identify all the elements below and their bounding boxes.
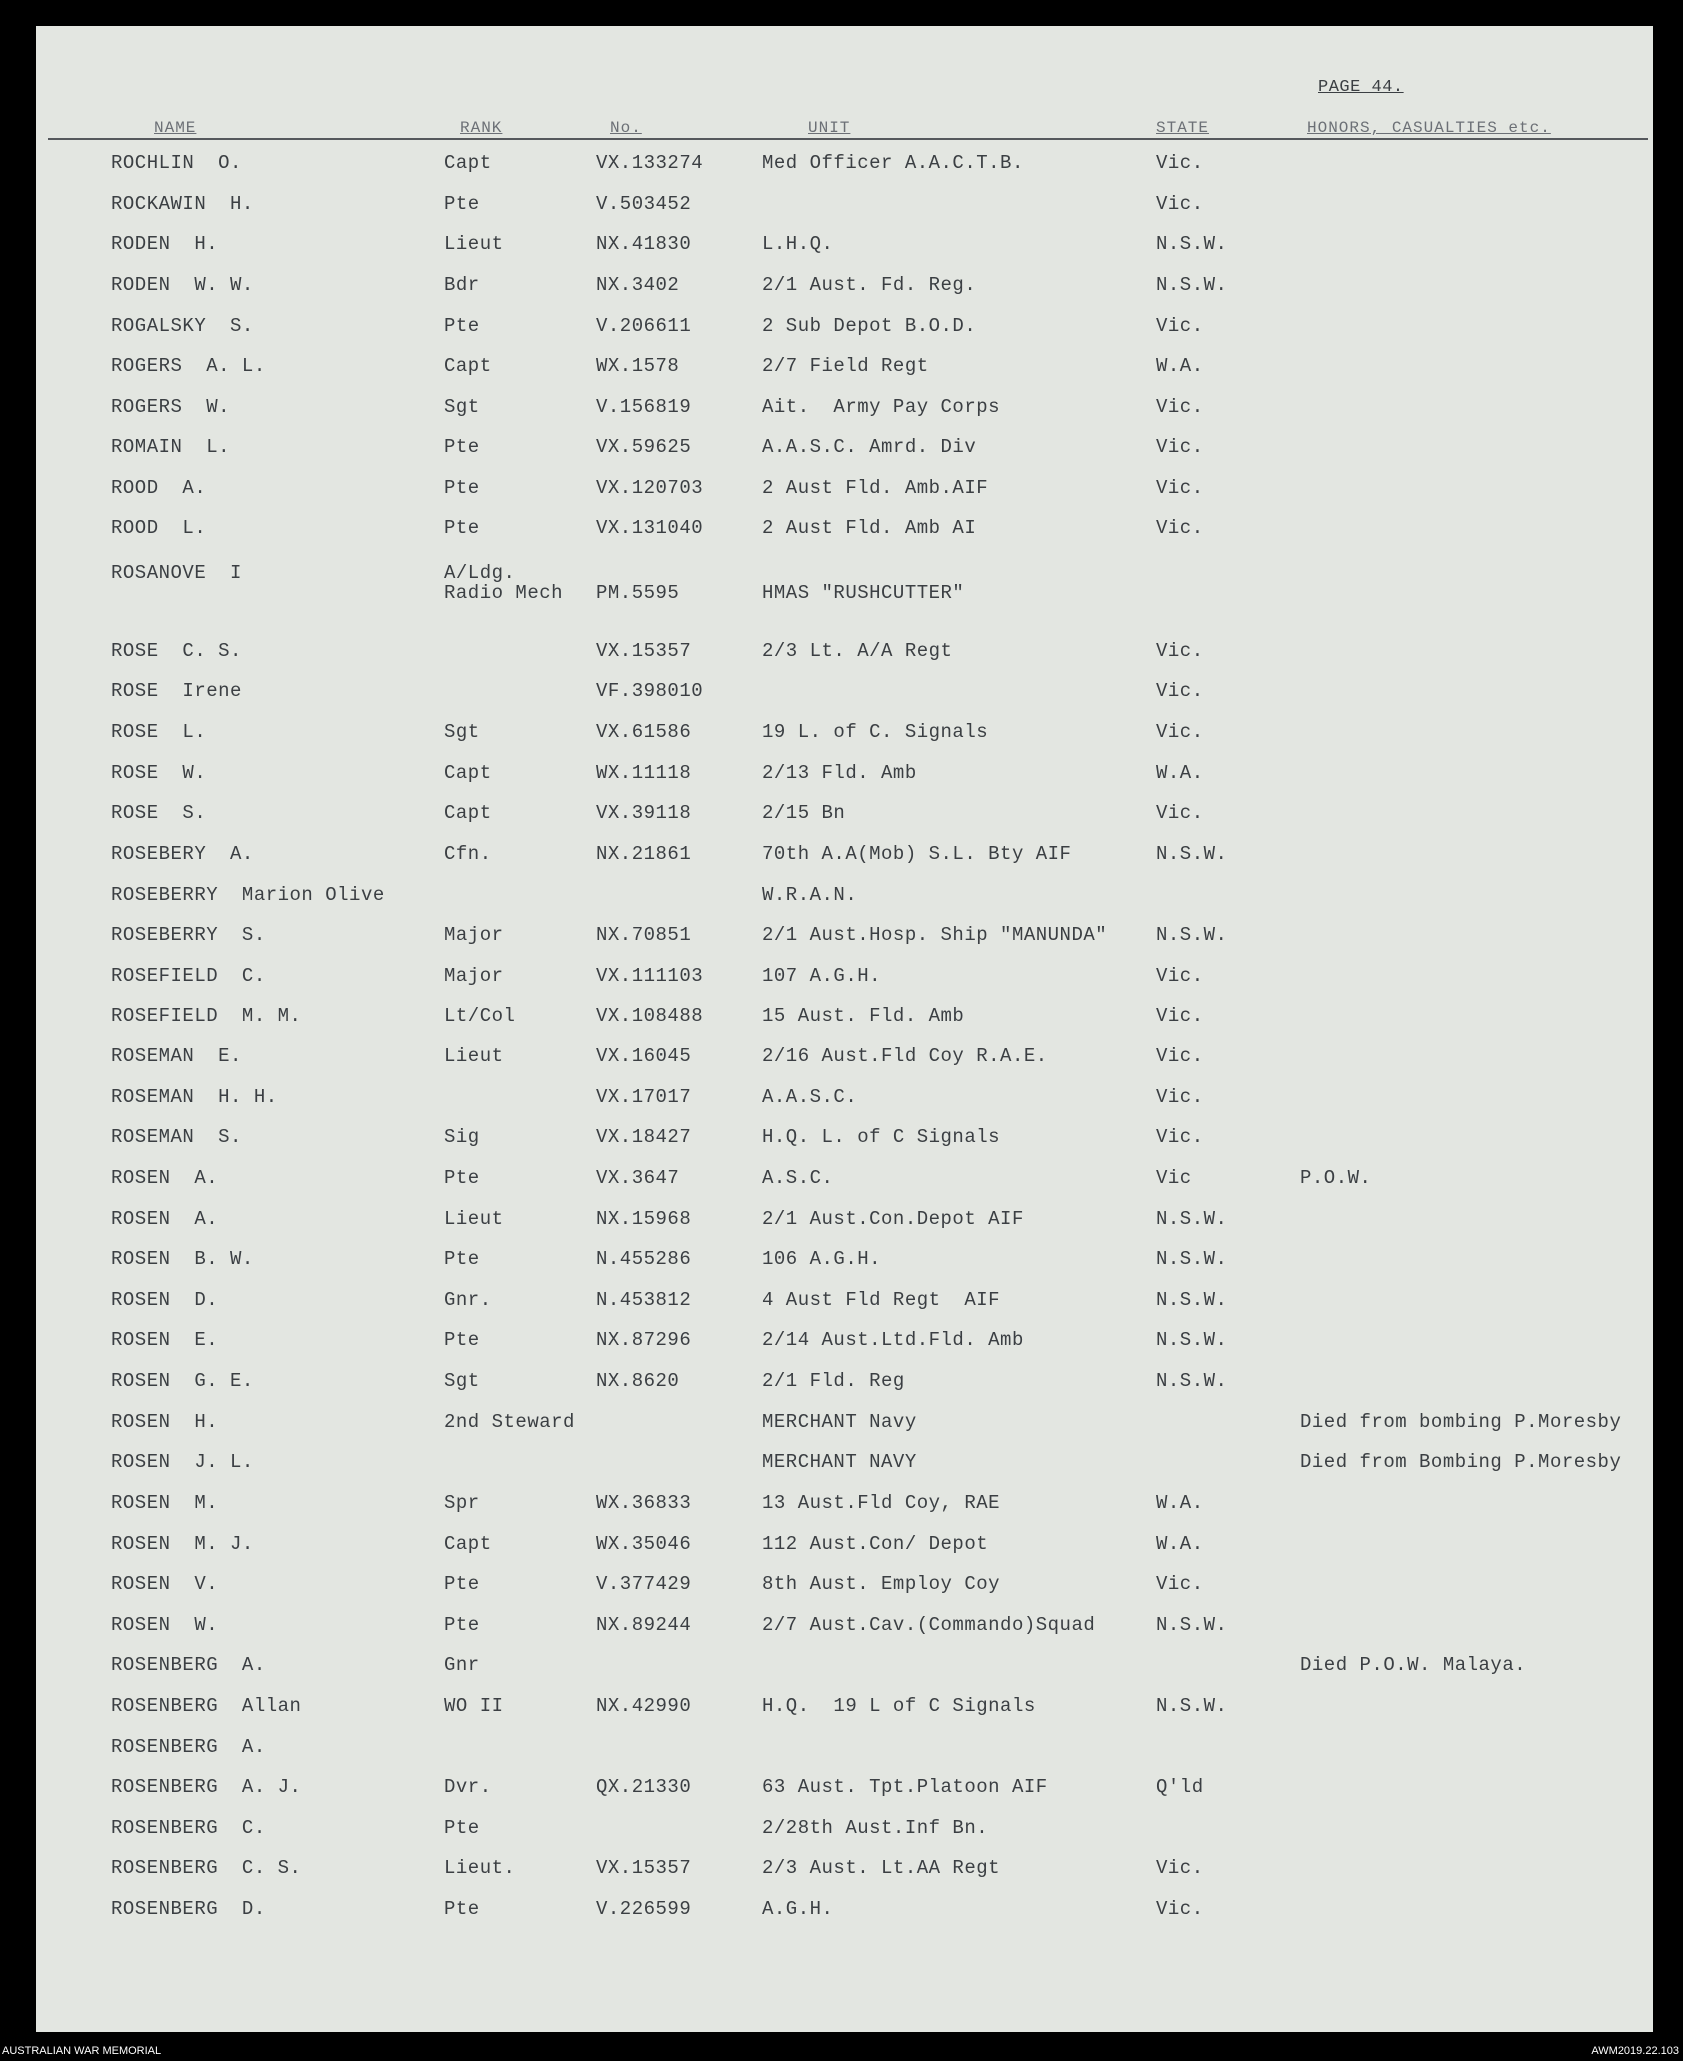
row-no-cell: VX.108488: [596, 1005, 704, 1027]
row-unit-cell: A.A.S.C.: [762, 1086, 858, 1108]
row-no-cell: NX.70851: [596, 924, 692, 946]
row-no-cell: V.206611: [596, 315, 692, 337]
row-rank-cell: Sig: [444, 1126, 480, 1148]
header-rule: [48, 138, 1648, 140]
row-name-cell: ROMAIN L.: [111, 436, 231, 458]
row-state-cell: Vic.: [1156, 1573, 1204, 1595]
row-no-cell: NX.3402: [596, 274, 680, 296]
row-unit-cell: H.Q. 19 L of C Signals: [762, 1695, 1036, 1717]
row-state-cell: Vic.: [1156, 315, 1204, 337]
row-rank-cell: Pte: [444, 477, 480, 499]
row-state-cell: W.A.: [1156, 1533, 1204, 1555]
row-unit-cell: 2/7 Field Regt: [762, 355, 929, 377]
row-name-cell: ROSE W.: [111, 762, 207, 784]
row-state-cell: N.S.W.: [1156, 1329, 1228, 1351]
row-state-cell: Vic.: [1156, 1898, 1204, 1920]
row-state-cell: Vic.: [1156, 193, 1204, 215]
row-state-cell: W.A.: [1156, 355, 1204, 377]
row-name-cell: ROSEBERY A.: [111, 843, 254, 865]
row-rank-cell: Capt: [444, 1533, 492, 1555]
row-rank-cell: Pte: [444, 517, 480, 539]
row-name-cell: ROCKAWIN H.: [111, 193, 254, 215]
row-name-cell: ROSEN J. L.: [111, 1451, 254, 1473]
row-rank-cell: Pte: [444, 315, 480, 337]
row-no-cell: VF.398010: [596, 680, 704, 702]
row-state-cell: Vic.: [1156, 640, 1204, 662]
row-name-cell: ROSEMAN H. H.: [111, 1086, 278, 1108]
row-name-cell: ROSENBERG A.: [111, 1654, 266, 1676]
row-state-cell: Vic.: [1156, 965, 1204, 987]
row-name-cell: ROSEN E.: [111, 1329, 219, 1351]
row-rank-cell: Pte: [444, 1573, 480, 1595]
row-unit-cell: 2/14 Aust.Ltd.Fld. Amb: [762, 1329, 1024, 1351]
row-no-cell: VX.133274: [596, 152, 704, 174]
row-unit-cell: 2/1 Aust. Fd. Reg.: [762, 274, 977, 296]
header-unit: UNIT: [808, 119, 851, 137]
row-rank-cell: Pte: [444, 436, 480, 458]
row-name-cell: ROSENBERG A. J.: [111, 1776, 302, 1798]
row-state-cell: N.S.W.: [1156, 1695, 1228, 1717]
row-name-cell: ROSEN A.: [111, 1208, 219, 1230]
row-rank-cell: Lieut: [444, 1208, 504, 1230]
row-rank-cell: Dvr.: [444, 1776, 492, 1798]
row-name-cell: ROSEMAN E.: [111, 1045, 242, 1067]
row-rank-cell: A/Ldg. Radio Mech: [444, 562, 564, 604]
row-no-cell: VX.18427: [596, 1126, 692, 1148]
row-state-cell: N.S.W.: [1156, 924, 1228, 946]
row-rank-cell: Sgt: [444, 721, 480, 743]
row-honors-cell: Died from bombing P.Moresby: [1300, 1411, 1622, 1433]
row-state-cell: Vic.: [1156, 680, 1204, 702]
row-name-cell: ROSENBERG D.: [111, 1898, 266, 1920]
row-unit-cell: 4 Aust Fld Regt AIF: [762, 1289, 1001, 1311]
row-rank-cell: Capt: [444, 152, 492, 174]
row-state-cell: Vic.: [1156, 1857, 1204, 1879]
row-state-cell: N.S.W.: [1156, 274, 1228, 296]
row-rank-cell: Capt: [444, 802, 492, 824]
row-unit-cell: 2/1 Fld. Reg: [762, 1370, 905, 1392]
row-rank-cell: Cfn.: [444, 843, 492, 865]
row-name-cell: ROSEBERRY Marion Olive: [111, 884, 385, 906]
row-unit-cell: 8th Aust. Employ Coy: [762, 1573, 1001, 1595]
row-name-cell: ROSEN B. W.: [111, 1248, 254, 1270]
row-unit-cell: H.Q. L. of C Signals: [762, 1126, 1001, 1148]
row-no-cell: NX.8620: [596, 1370, 680, 1392]
row-unit-cell: 2/1 Aust.Con.Depot AIF: [762, 1208, 1024, 1230]
row-unit-cell: 112 Aust.Con/ Depot: [762, 1533, 989, 1555]
row-unit-cell: 2/16 Aust.Fld Coy R.A.E.: [762, 1045, 1048, 1067]
row-no-cell: WX.1578: [596, 355, 680, 377]
row-name-cell: RODEN W. W.: [111, 274, 254, 296]
row-rank-cell: Major: [444, 924, 504, 946]
row-no-cell: WX.11118: [596, 762, 692, 784]
row-no-cell: NX.41830: [596, 233, 692, 255]
row-unit-cell: 2/1 Aust.Hosp. Ship "MANUNDA": [762, 924, 1108, 946]
row-no-cell: V.156819: [596, 396, 692, 418]
row-name-cell: ROSEN M. J.: [111, 1533, 254, 1555]
row-name-cell: ROSEN A.: [111, 1167, 219, 1189]
row-name-cell: ROOD L.: [111, 517, 207, 539]
row-state-cell: Q'ld: [1156, 1776, 1204, 1798]
row-honors-cell: Died from Bombing P.Moresby: [1300, 1451, 1622, 1473]
row-name-cell: ROSENBERG C. S.: [111, 1857, 302, 1879]
row-name-cell: ROSEN V.: [111, 1573, 219, 1595]
row-unit-cell: 2/13 Fld. Amb: [762, 762, 917, 784]
row-no-cell: VX.131040: [596, 517, 704, 539]
row-unit-cell: 106 A.G.H.: [762, 1248, 882, 1270]
row-rank-cell: Lieut.: [444, 1857, 516, 1879]
row-unit-cell: 13 Aust.Fld Coy, RAE: [762, 1492, 1001, 1514]
row-no-cell: N.455286: [596, 1248, 692, 1270]
row-rank-cell: Capt: [444, 355, 492, 377]
row-no-cell: VX.59625: [596, 436, 692, 458]
row-unit-cell: Med Officer A.A.C.T.B.: [762, 152, 1024, 174]
row-rank-cell: Bdr: [444, 274, 480, 296]
row-no-cell: NX.15968: [596, 1208, 692, 1230]
row-unit-cell: 2/28th Aust.Inf Bn.: [762, 1817, 989, 1839]
row-unit-cell: 2/3 Lt. A/A Regt: [762, 640, 953, 662]
page-number: PAGE 44.: [1318, 78, 1404, 97]
row-no-cell: V.377429: [596, 1573, 692, 1595]
row-honors-cell: Died P.O.W. Malaya.: [1300, 1654, 1527, 1676]
row-name-cell: ROSEN M.: [111, 1492, 219, 1514]
row-no-cell: VX.16045: [596, 1045, 692, 1067]
row-no-cell: V.503452: [596, 193, 692, 215]
row-unit-cell: A.G.H.: [762, 1898, 834, 1920]
row-rank-cell: Pte: [444, 1248, 480, 1270]
row-state-cell: N.S.W.: [1156, 1289, 1228, 1311]
header-state: STATE: [1156, 119, 1210, 137]
row-name-cell: ROSENBERG C.: [111, 1817, 266, 1839]
row-state-cell: Vic.: [1156, 152, 1204, 174]
row-rank-cell: Pte: [444, 1329, 480, 1351]
row-rank-cell: Capt: [444, 762, 492, 784]
row-state-cell: W.A.: [1156, 762, 1204, 784]
row-state-cell: Vic.: [1156, 517, 1204, 539]
row-rank-cell: Pte: [444, 1167, 480, 1189]
row-unit-cell: 107 A.G.H.: [762, 965, 882, 987]
row-unit-cell: MERCHANT Navy: [762, 1411, 917, 1433]
row-rank-cell: Gnr.: [444, 1289, 492, 1311]
footer-bar: [0, 2032, 1683, 2061]
row-state-cell: Vic.: [1156, 1045, 1204, 1067]
row-rank-cell: Pte: [444, 1898, 480, 1920]
row-name-cell: ROSEN H.: [111, 1411, 219, 1433]
row-rank-cell: 2nd Steward: [444, 1411, 575, 1433]
document-sheet: [36, 26, 1653, 2032]
row-name-cell: ROGERS W.: [111, 396, 231, 418]
row-rank-cell: Pte: [444, 1817, 480, 1839]
row-unit-cell: A.A.S.C. Amrd. Div: [762, 436, 977, 458]
row-unit-cell: A.S.C.: [762, 1167, 834, 1189]
row-state-cell: Vic.: [1156, 1005, 1204, 1027]
row-rank-cell: Lt/Col: [444, 1005, 516, 1027]
row-rank-cell: Sgt: [444, 396, 480, 418]
row-name-cell: ROSANOVE I: [111, 562, 242, 584]
row-state-cell: Vic.: [1156, 1086, 1204, 1108]
row-no-cell: VX.15357: [596, 1857, 692, 1879]
row-no-cell: VX.17017: [596, 1086, 692, 1108]
row-state-cell: N.S.W.: [1156, 1208, 1228, 1230]
row-unit-cell: 70th A.A(Mob) S.L. Bty AIF: [762, 843, 1072, 865]
row-name-cell: ROSEBERRY S.: [111, 924, 266, 946]
row-no-cell: WX.35046: [596, 1533, 692, 1555]
row-state-cell: W.A.: [1156, 1492, 1204, 1514]
row-name-cell: ROGERS A. L.: [111, 355, 266, 377]
row-rank-cell: Spr: [444, 1492, 480, 1514]
row-name-cell: ROSEFIELD C.: [111, 965, 266, 987]
row-no-cell: VX.111103: [596, 965, 704, 987]
row-rank-cell: Lieut: [444, 1045, 504, 1067]
row-name-cell: ROSE C. S.: [111, 640, 242, 662]
row-unit-cell: 2 Aust Fld. Amb AI: [762, 517, 977, 539]
row-unit-cell: L.H.Q.: [762, 233, 834, 255]
footer-reference: AWM2019.22.103: [1591, 2045, 1679, 2057]
row-unit-cell: W.R.A.N.: [762, 884, 858, 906]
row-no-cell: N.453812: [596, 1289, 692, 1311]
row-no-cell: NX.21861: [596, 843, 692, 865]
row-unit-cell: 2/3 Aust. Lt.AA Regt: [762, 1857, 1001, 1879]
row-unit-cell: 15 Aust. Fld. Amb: [762, 1005, 965, 1027]
row-no-cell: VX.15357: [596, 640, 692, 662]
row-no-cell: VX.39118: [596, 802, 692, 824]
row-state-cell: N.S.W.: [1156, 843, 1228, 865]
row-name-cell: ROSEMAN S.: [111, 1126, 242, 1148]
row-unit-cell: 2 Sub Depot B.O.D.: [762, 315, 977, 337]
row-no-cell: PM.5595: [596, 582, 680, 604]
footer-institution: AUSTRALIAN WAR MEMORIAL: [2, 2045, 162, 2057]
row-unit-cell: 2 Aust Fld. Amb.AIF: [762, 477, 989, 499]
row-name-cell: ROSE Irene: [111, 680, 242, 702]
row-rank-cell: Pte: [444, 193, 480, 215]
row-name-cell: ROCHLIN O.: [111, 152, 242, 174]
row-unit-cell: 19 L. of C. Signals: [762, 721, 989, 743]
header-rank: RANK: [460, 119, 503, 137]
row-no-cell: VX.120703: [596, 477, 704, 499]
row-rank-cell: WO II: [444, 1695, 504, 1717]
row-name-cell: ROSEN D.: [111, 1289, 219, 1311]
row-no-cell: NX.42990: [596, 1695, 692, 1717]
row-name-cell: RODEN H.: [111, 233, 219, 255]
row-no-cell: NX.89244: [596, 1614, 692, 1636]
row-rank-cell: Gnr: [444, 1654, 480, 1676]
row-name-cell: ROSEFIELD M. M.: [111, 1005, 302, 1027]
row-state-cell: Vic.: [1156, 396, 1204, 418]
header-no: No.: [610, 119, 642, 137]
row-unit-cell: MERCHANT NAVY: [762, 1451, 917, 1473]
row-rank-cell: Major: [444, 965, 504, 987]
row-unit-cell: Ait. Army Pay Corps: [762, 396, 1001, 418]
row-state-cell: Vic.: [1156, 1126, 1204, 1148]
header-honors: HONORS, CASUALTIES etc.: [1307, 119, 1551, 137]
row-state-cell: N.S.W.: [1156, 1370, 1228, 1392]
row-unit-cell: 2/7 Aust.Cav.(Commando)Squad: [762, 1614, 1096, 1636]
header-name: NAME: [154, 119, 197, 137]
row-state-cell: Vic.: [1156, 802, 1204, 824]
row-state-cell: Vic.: [1156, 477, 1204, 499]
row-rank-cell: Lieut: [444, 233, 504, 255]
row-state-cell: Vic.: [1156, 436, 1204, 458]
row-no-cell: V.226599: [596, 1898, 692, 1920]
row-no-cell: NX.87296: [596, 1329, 692, 1351]
row-unit-cell: 63 Aust. Tpt.Platoon AIF: [762, 1776, 1048, 1798]
row-unit-cell: HMAS "RUSHCUTTER": [762, 582, 965, 604]
row-name-cell: ROSENBERG Allan: [111, 1695, 302, 1717]
row-name-cell: ROSE S.: [111, 802, 207, 824]
row-name-cell: ROSEN G. E.: [111, 1370, 254, 1392]
row-name-cell: ROSEN W.: [111, 1614, 219, 1636]
row-no-cell: WX.36833: [596, 1492, 692, 1514]
row-no-cell: VX.3647: [596, 1167, 680, 1189]
row-state-cell: N.S.W.: [1156, 1248, 1228, 1270]
row-name-cell: ROSE L.: [111, 721, 207, 743]
row-name-cell: ROOD A.: [111, 477, 207, 499]
row-state-cell: N.S.W.: [1156, 1614, 1228, 1636]
row-state-cell: Vic.: [1156, 721, 1204, 743]
row-rank-cell: Pte: [444, 1614, 480, 1636]
row-honors-cell: P.O.W.: [1300, 1167, 1372, 1189]
row-state-cell: N.S.W.: [1156, 233, 1228, 255]
row-name-cell: ROGALSKY S.: [111, 315, 254, 337]
row-no-cell: VX.61586: [596, 721, 692, 743]
row-state-cell: Vic: [1156, 1167, 1192, 1189]
row-name-cell: ROSENBERG A.: [111, 1736, 266, 1758]
row-no-cell: QX.21330: [596, 1776, 692, 1798]
row-rank-cell: Sgt: [444, 1370, 480, 1392]
row-unit-cell: 2/15 Bn: [762, 802, 846, 824]
